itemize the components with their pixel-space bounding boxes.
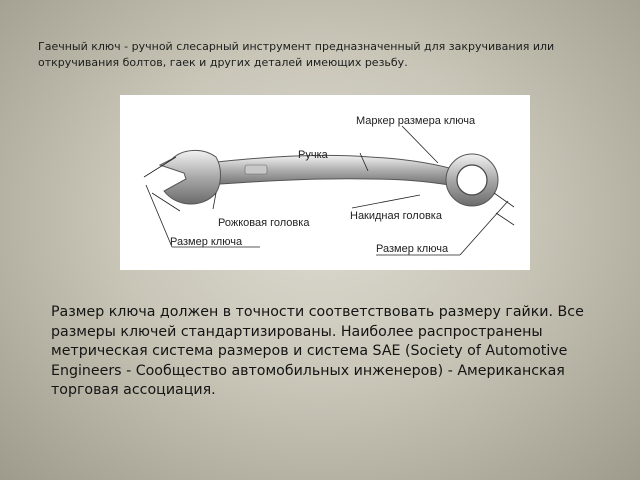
ring-end-hole-shape <box>457 165 487 195</box>
wrench-illustration <box>120 95 530 270</box>
label-size-left: Размер ключа <box>170 236 243 248</box>
size-marker-stamp <box>245 165 267 174</box>
label-ring-end-head: Накидная головка <box>350 210 442 222</box>
wrench-diagram <box>120 95 530 270</box>
label-open-end-head: Рожковая головка <box>218 217 310 229</box>
open-end-head-shape <box>160 150 221 204</box>
label-size-marker: Маркер размера ключа <box>356 115 476 127</box>
intro-paragraph: Гаечный ключ - ручной слесарный инструмент предназначенный для закручивания или откручивания болтов, гаек и других деталей имеющих резьбу. <box>38 40 555 69</box>
label-handle: Ручка <box>298 149 328 161</box>
body-paragraph: Размер ключа должен в точности соответствовать размеру гайки. Все размеры ключей стандартизированы. Наиболее распространены метрическая система размеров и система SAE (Society of Automotive Engineers - Сообщество автомобильных инженеров) - Американская торговая ассоциация. <box>51 304 584 398</box>
label-size-right: Размер ключа <box>376 243 449 255</box>
